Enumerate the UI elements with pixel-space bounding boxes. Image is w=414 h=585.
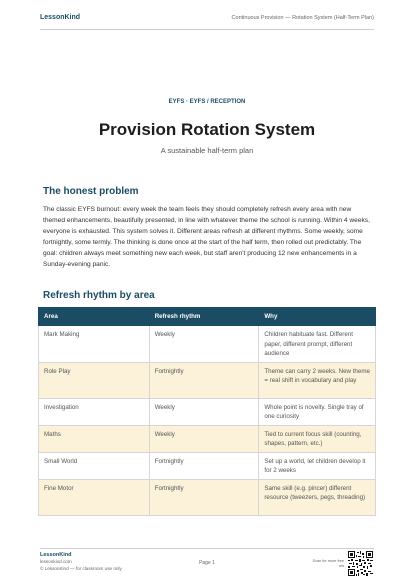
cell-why: Same skill (e.g. pincer) different resource (tweezers, pegs, threading) bbox=[259, 479, 376, 515]
header-divider bbox=[40, 29, 374, 30]
cell-rhythm: Weekly bbox=[149, 398, 259, 425]
table-row bbox=[39, 425, 376, 452]
cell-area: Fine Motor bbox=[39, 479, 150, 515]
table-row bbox=[39, 479, 376, 515]
cell-why: Whole point is novelty. Single tray of one curiosity bbox=[259, 398, 376, 425]
cell-area: Role Play bbox=[39, 362, 150, 398]
brand-logo-text[interactable]: LessonKind bbox=[40, 14, 81, 21]
cell-why: Tied to current focus skill (counting, shapes, pattern, etc.) bbox=[259, 425, 376, 452]
page-header bbox=[0, 0, 414, 30]
stage-kicker: EYFS · EYFS / RECEPTION bbox=[168, 99, 246, 105]
footer-divider bbox=[40, 548, 374, 549]
table-row bbox=[39, 326, 376, 363]
footer-copyright: © LessonKind — for classroom use only bbox=[40, 566, 122, 571]
table-row bbox=[39, 362, 376, 398]
document-title: Continuous Provision — Rotation System (Half-Term Plan) bbox=[231, 15, 374, 21]
page-subtitle: A sustainable half-term plan bbox=[160, 146, 254, 155]
column-header-rhythm: Refresh rhythm bbox=[149, 308, 259, 326]
column-header-why: Why bbox=[259, 308, 376, 326]
cell-area: Small World bbox=[39, 452, 150, 479]
page-title: Provision Rotation System bbox=[98, 120, 316, 139]
cell-area: Maths bbox=[39, 425, 150, 452]
cell-rhythm: Weekly bbox=[149, 326, 259, 363]
cell-why: Theme can carry 2 weeks. New theme = real shift in vocabulary and play bbox=[259, 362, 376, 398]
table-row bbox=[39, 452, 376, 479]
cell-rhythm: Fortnightly bbox=[149, 452, 259, 479]
qr-code-icon[interactable] bbox=[348, 551, 373, 576]
rhythm-heading: Refresh rhythm by area bbox=[43, 290, 155, 301]
refresh-rhythm-table bbox=[38, 307, 376, 516]
cell-rhythm: Fortnightly bbox=[149, 479, 259, 515]
problem-heading: The honest problem bbox=[43, 186, 139, 197]
cell-area: Mark Making bbox=[39, 326, 150, 363]
problem-paragraph: The classic EYFS burnout: every week the team feels they should completely refresh every area with new themed enhancements, beautifully presented, in line with whatever theme the school is running. Within 4 weeks, everyone is exhausted. This system solves it. Different areas refresh at different rhythms. Some weekly, some fortnightly, some termly. The thinking is done once at the start of the half term, then rolled out predictably. The goal: children always meet something new each week, but staff aren't producing 12 new enhancements in a Sunday-evening panic. bbox=[43, 206, 370, 268]
cell-why: Children habituate fast. Different paper, different prompt, different audience bbox=[259, 326, 376, 363]
cell-why: Set up a world, let children develop it for 2 weeks bbox=[259, 452, 376, 479]
cell-rhythm: Fortnightly bbox=[149, 362, 259, 398]
footer-brand: LessonKind bbox=[40, 552, 72, 558]
table-row bbox=[39, 398, 376, 425]
qr-scan-label: Scan for more free res bbox=[312, 559, 344, 568]
column-header-area: Area bbox=[39, 308, 150, 326]
cell-rhythm: Weekly bbox=[149, 425, 259, 452]
cell-area: Investigation bbox=[39, 398, 150, 425]
page-number: Page 1 bbox=[199, 560, 215, 566]
table-header-row bbox=[39, 308, 376, 326]
footer-site-link[interactable]: lessonkind.com bbox=[40, 559, 72, 564]
